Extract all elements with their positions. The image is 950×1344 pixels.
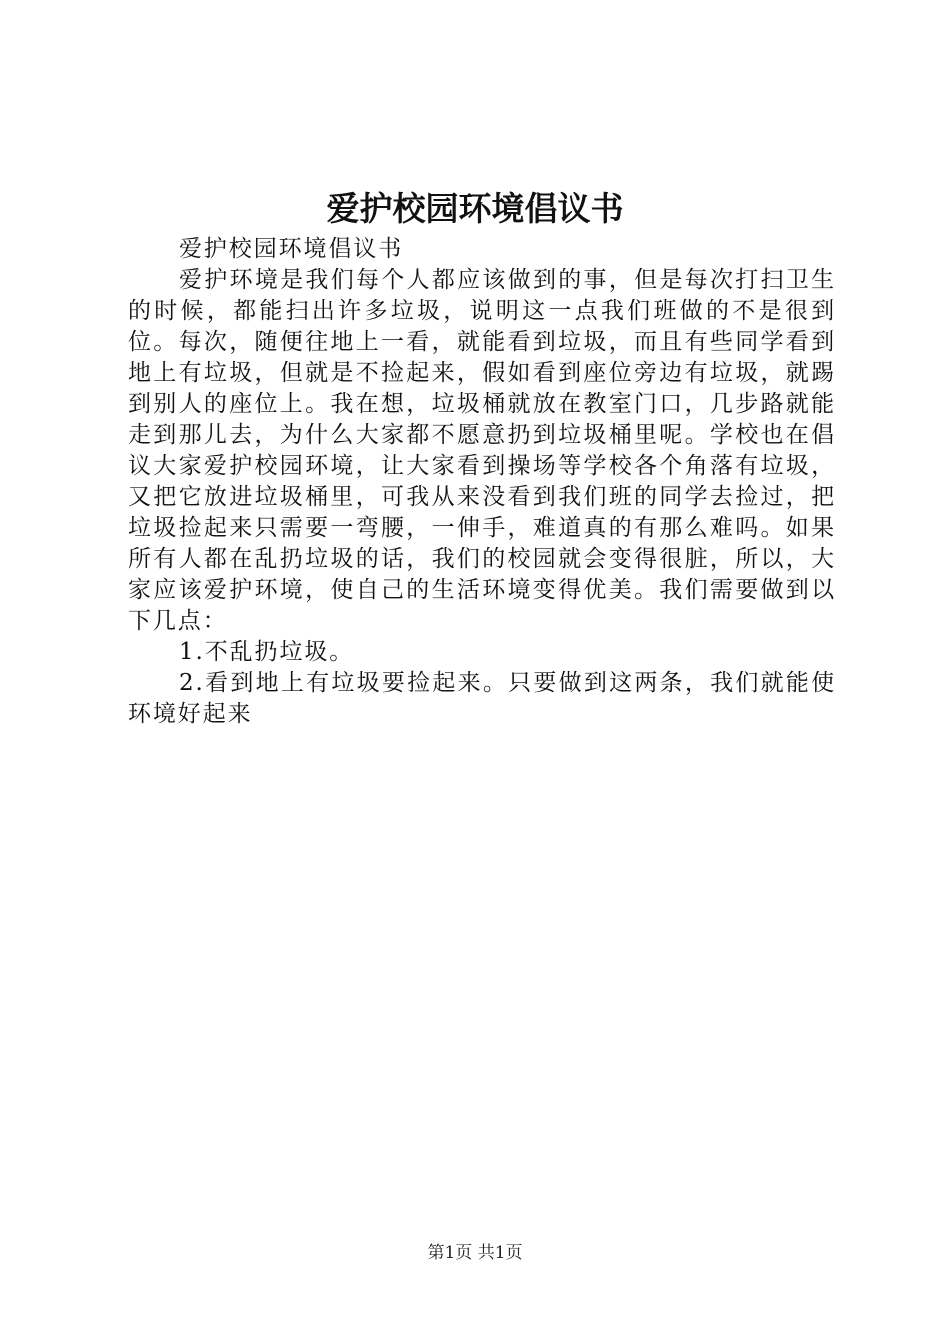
document-title: 爱护校园环境倡议书 — [326, 189, 624, 228]
list-item-1: 1.不乱扔垃圾。 — [179, 639, 355, 665]
paragraph-subtitle: 爱护校园环境倡议书 — [179, 236, 404, 262]
page-footer: 第1页 共1页 — [427, 1243, 523, 1263]
list-item-2: 2.看到地上有垃圾要捡起来。只要做到这两条，我们就能使环境好起来 — [128, 670, 836, 727]
document-body — [128, 234, 836, 730]
paragraph-main: 爱护环境是我们每个人都应该做到的事，但是每次打扫卫生的时候，都能扫出许多垃圾，说明这一点我们班做的不是很到位。每次，随便往地上一看，就能看到垃圾，而且有些同学看到地上有垃圾，但就是不捡起来，假如看到座位旁边有垃圾，就踢到别人的座位上。我在想，垃圾桶就放在教室门口，几步路就能走到那儿去，为什么大家都不愿意扔到垃圾桶里呢。学校也在倡议大家爱护校园环境，让大家看到操场等学校各个角落有垃圾，又把它放进垃圾桶里，可我从来没看到我们班的同学去捡过，把垃圾捡起来只需要一弯腰，一伸手，难道真的有那么难吗。如果所有人都在乱扔垃圾的话，我们的校园就会变得很脏，所以，大家应该爱护环境，使自己的生活环境变得优美。我们需要做到以下几点： — [128, 267, 836, 634]
